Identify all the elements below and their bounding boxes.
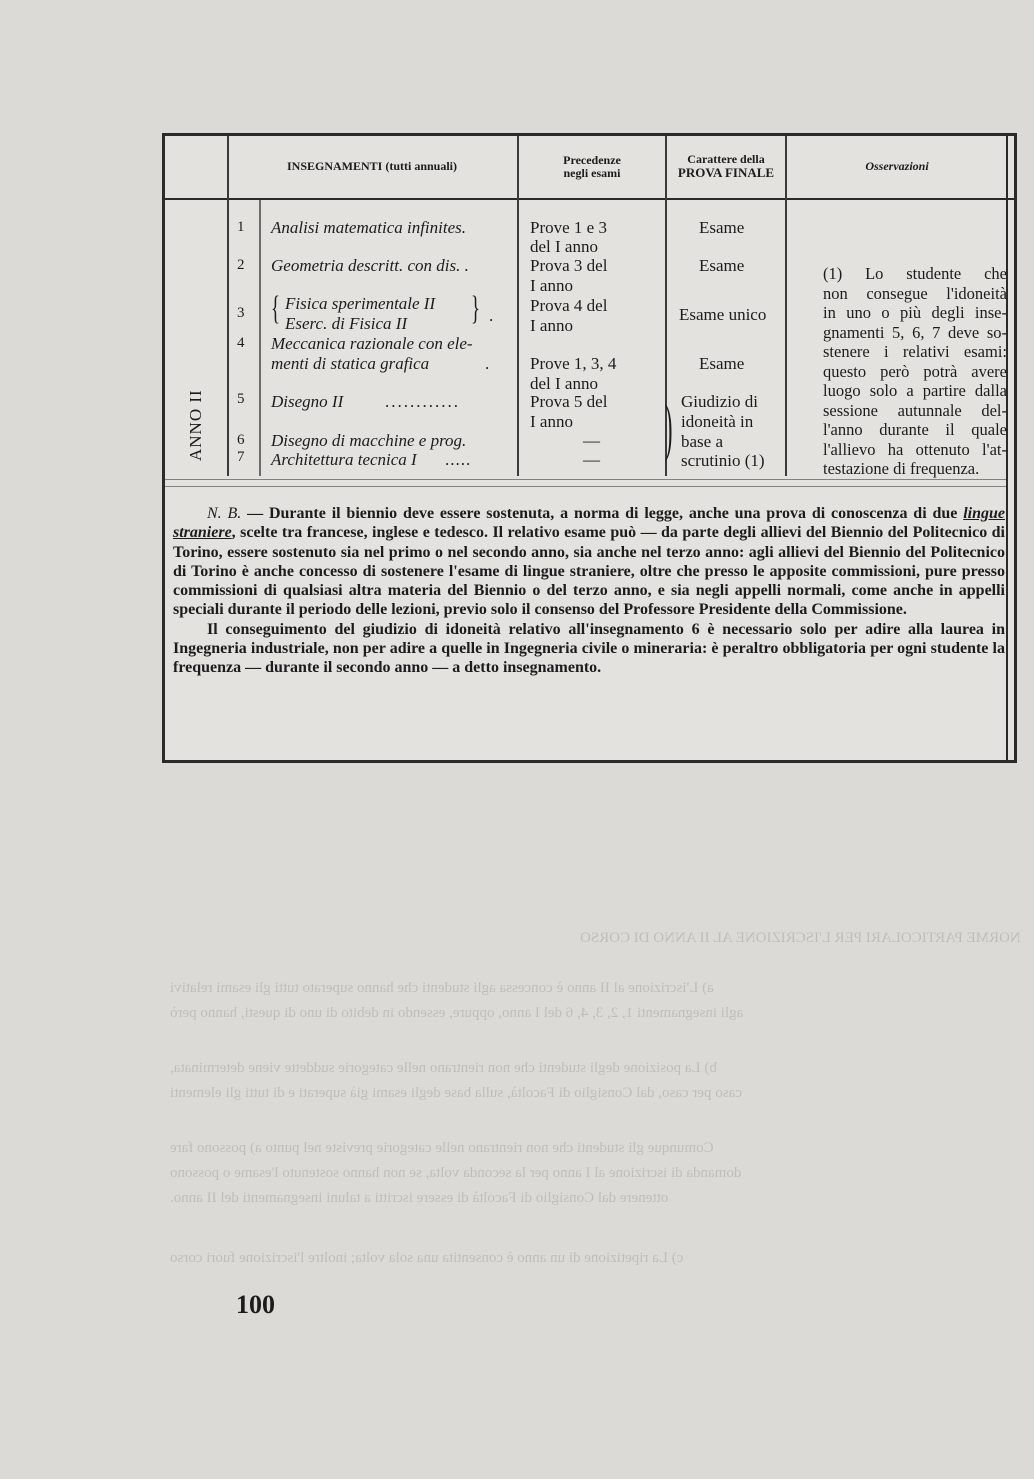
course-analisi: Analisi matematica infinites. — [271, 218, 467, 237]
course-architettura: Architettura tecnica I — [271, 450, 417, 469]
course-geometria: Geometria descritt. con dis. . — [271, 256, 469, 275]
prec-row-5: Prova 5 del — [530, 392, 608, 411]
row-number: 5 — [237, 391, 245, 407]
prec-row-1: Prove 1 e 3 — [530, 218, 607, 237]
prec-row-4: Prove 1, 3, 4 — [530, 354, 617, 373]
prec-row-1b: del I anno — [530, 237, 598, 256]
final-row-5b: idoneità in — [681, 412, 754, 431]
observations-note: (1) Lo studente che non consegue l'idoneità in uno o più degli inse- gnamenti 5, 6, 7 deve so- stenere i relativi esami: questo però potrà avere luogo solo a partire dalla sessione autunnale del- l'anno durante il quale l'allievo ha ottenuto l'at- testazione di frequenza. — [823, 264, 1007, 478]
nb-notes — [173, 504, 1005, 678]
prec-row-2b: I anno — [530, 276, 573, 295]
header-insegnamenti: INSEGNAMENTI (tutti annuali) — [286, 159, 458, 174]
prec-row-2: Prova 3 del — [530, 256, 608, 275]
year-label: ANNO II — [186, 389, 205, 461]
prec-row-7: — — [583, 450, 600, 469]
show-through-texture: NORME PARTICOLARI PER L'ISCRIZIONE AL II ANNO DI CORSO a) L'iscrizione al II anno è concessa agli studenti che hanno superato tutti gli esami relativi agli insegnamenti 1, 2, 3, 4, 6 del I anno, oppure, essendo in debito di uno di questi, hanno però b) La posizione degli studenti che non rientrano nelle categorie suddette viene determinata, caso per caso, dal Consiglio di Facoltà, sulla base degli esami già superati e di tutti gli elementi Comunque gli studenti che non rientrano nelle categorie previste nel punto a) possono fare domanda di iscrizione al I anno per la seconda volta, se non hanno sostenuto l'esame o possono ottenere dal Consiglio di Facoltà di essere iscritti a taluni insegnamenti del II anno. c) La ripetizione di un anno è consentita una sola volta; inoltre l'iscrizione fuori corso — [170, 930, 1021, 1266]
course-disegno: Disegno II — [271, 392, 344, 411]
row-number: 2 — [237, 257, 245, 273]
row-number: 4 — [237, 335, 245, 351]
final-row-2: Esame — [699, 256, 745, 275]
prec-row-3: Prova 4 del — [530, 296, 608, 315]
right-brace-icon: ) — [665, 391, 673, 462]
prec-row-4b: del I anno — [530, 374, 598, 393]
final-row-5c: base a — [681, 432, 724, 451]
final-row-5d: scrutinio (1) — [681, 451, 765, 470]
row-number: 6 — [237, 432, 245, 448]
final-row-3: Esame unico — [679, 305, 767, 324]
row-number: 1 — [237, 219, 245, 235]
header-precedenze: Precedenze negli esami — [563, 152, 621, 180]
final-row-4: Esame — [699, 354, 745, 373]
row-number: 7 — [237, 449, 245, 465]
course-eserc-fisica: Eserc. di Fisica II — [285, 314, 408, 333]
nb-paragraph: N. B. — Durante il biennio deve essere sostenuta, a norma di legge, anche una prova di conoscenza di due lingue straniere, scelte tra francese, inglese e tedesco. Il relativo esame può — da parte degli allievi del Biennio del Politecnico di Torino, essere sostenuto sia nel primo o nel secondo anno, sia anche nel terzo anno: agli allievi del Biennio del Politecnico di Torino è anche concesso di sostenere l'esame di lingue straniere, oltre che presso le apposite commissioni, pure presso commissioni di qualsiasi altra materia del Biennio o del terzo anno, e sia negli appelli normali, come anche in appelli speciali durante il periodo delle lezioni, previo solo il consenso del Professore Presidente della Commissione. — [173, 505, 1006, 619]
final-row-1: Esame — [699, 218, 745, 237]
right-brace-icon: } — [471, 290, 480, 327]
curriculum-table-frame: INSEGNAMENTI (tutti annuali) Precedenze negli esami Carattere della PROVA FINALE Osservazioni ANNO II 1 2 3 4 5 6 7 Analisi matematica infinites. Geometria descritt. con dis. . { Fisica sperimentale II Eserc. di Fisica II } . Meccanica razionale con ele- menti di statica grafica . Disegno II ............ Disegno di macchine e prog. Architettura tecnica I ..... Prove 1 e 3 del I anno Prova 3 del I anno Prova 4 del I anno Prove 1, 3, 4 del I anno Prova 5 del I anno — — Esame Esame Esame unico Esame ) Giudizio di idoneità in base a scrutinio (1) (1) Lo studente che non consegue l'idoneità in uno o più degli inse- gnamenti 5, 6, 7 deve so- stenere i relativi esami: questo però potrà avere luogo solo a partire dalla sessione autunnale del- l'anno durante il quale l'allievo ha ottenuto l'at- testazione di frequenza. N. B. — Durante il biennio deve essere sostenuta, a norma di legge, anche una prova di conoscenza di due lingue straniere, scelte tra francese, inglese e tedesco. Il relativo esame può — da parte degli allievi del Biennio del Politecnico di Torino, essere sostenuto sia nel primo o nel secondo anno, sia anche nel terzo anno: agli allievi del Biennio del Politecnico di Torino è anche concesso di sostenere l'esame di lingue straniere, oltre che presso le apposite commissioni, pure presso commissioni di qualsiasi altra materia del Biennio o del terzo anno, e sia negli appelli normali, come anche in appelli speciali durante il periodo delle lezioni, previo solo il consenso del Professore Presidente della Commissione. Il conseguimento del giudizio di idoneità relativo all'insegnamento 6 è necessario solo per adire alla laurea in Ingegneria industriale, non per adire a quelle in Ingegneria civile o mineraria: è peraltro obbligatoria per ogni studente la frequenza — durante il secondo anno — a detto insegnamento. — [162, 133, 1017, 763]
prec-row-6: — — [583, 431, 600, 450]
course-meccanica-cont: menti di statica grafica — [271, 354, 430, 373]
left-brace-icon: { — [271, 290, 280, 327]
row-number: 3 — [237, 305, 245, 321]
course-fisica: Fisica sperimentale II — [285, 294, 436, 313]
course-meccanica: Meccanica razionale con ele- — [271, 334, 473, 353]
final-row-5: Giudizio di — [681, 392, 758, 411]
header-osservazioni: Osservazioni — [865, 159, 929, 174]
prec-row-3b: I anno — [530, 316, 573, 335]
prec-row-5b: I anno — [530, 412, 573, 431]
page-number: 100 — [236, 1290, 275, 1319]
course-disegno-macchine: Disegno di macchine e prog. — [271, 431, 467, 450]
idoneita-paragraph: Il conseguimento del giudizio di idoneità relativo all'insegnamento 6 è necessario solo per adire alla laurea in Ingegneria industriale, non per adire a quelle in Ingegneria civile o mineraria: è peraltro obbligatoria per ogni studente la frequenza — durante il secondo anno — a detto insegnamento. — [173, 620, 1005, 677]
header-carattere: Carattere della PROVA FINALE — [677, 152, 775, 181]
